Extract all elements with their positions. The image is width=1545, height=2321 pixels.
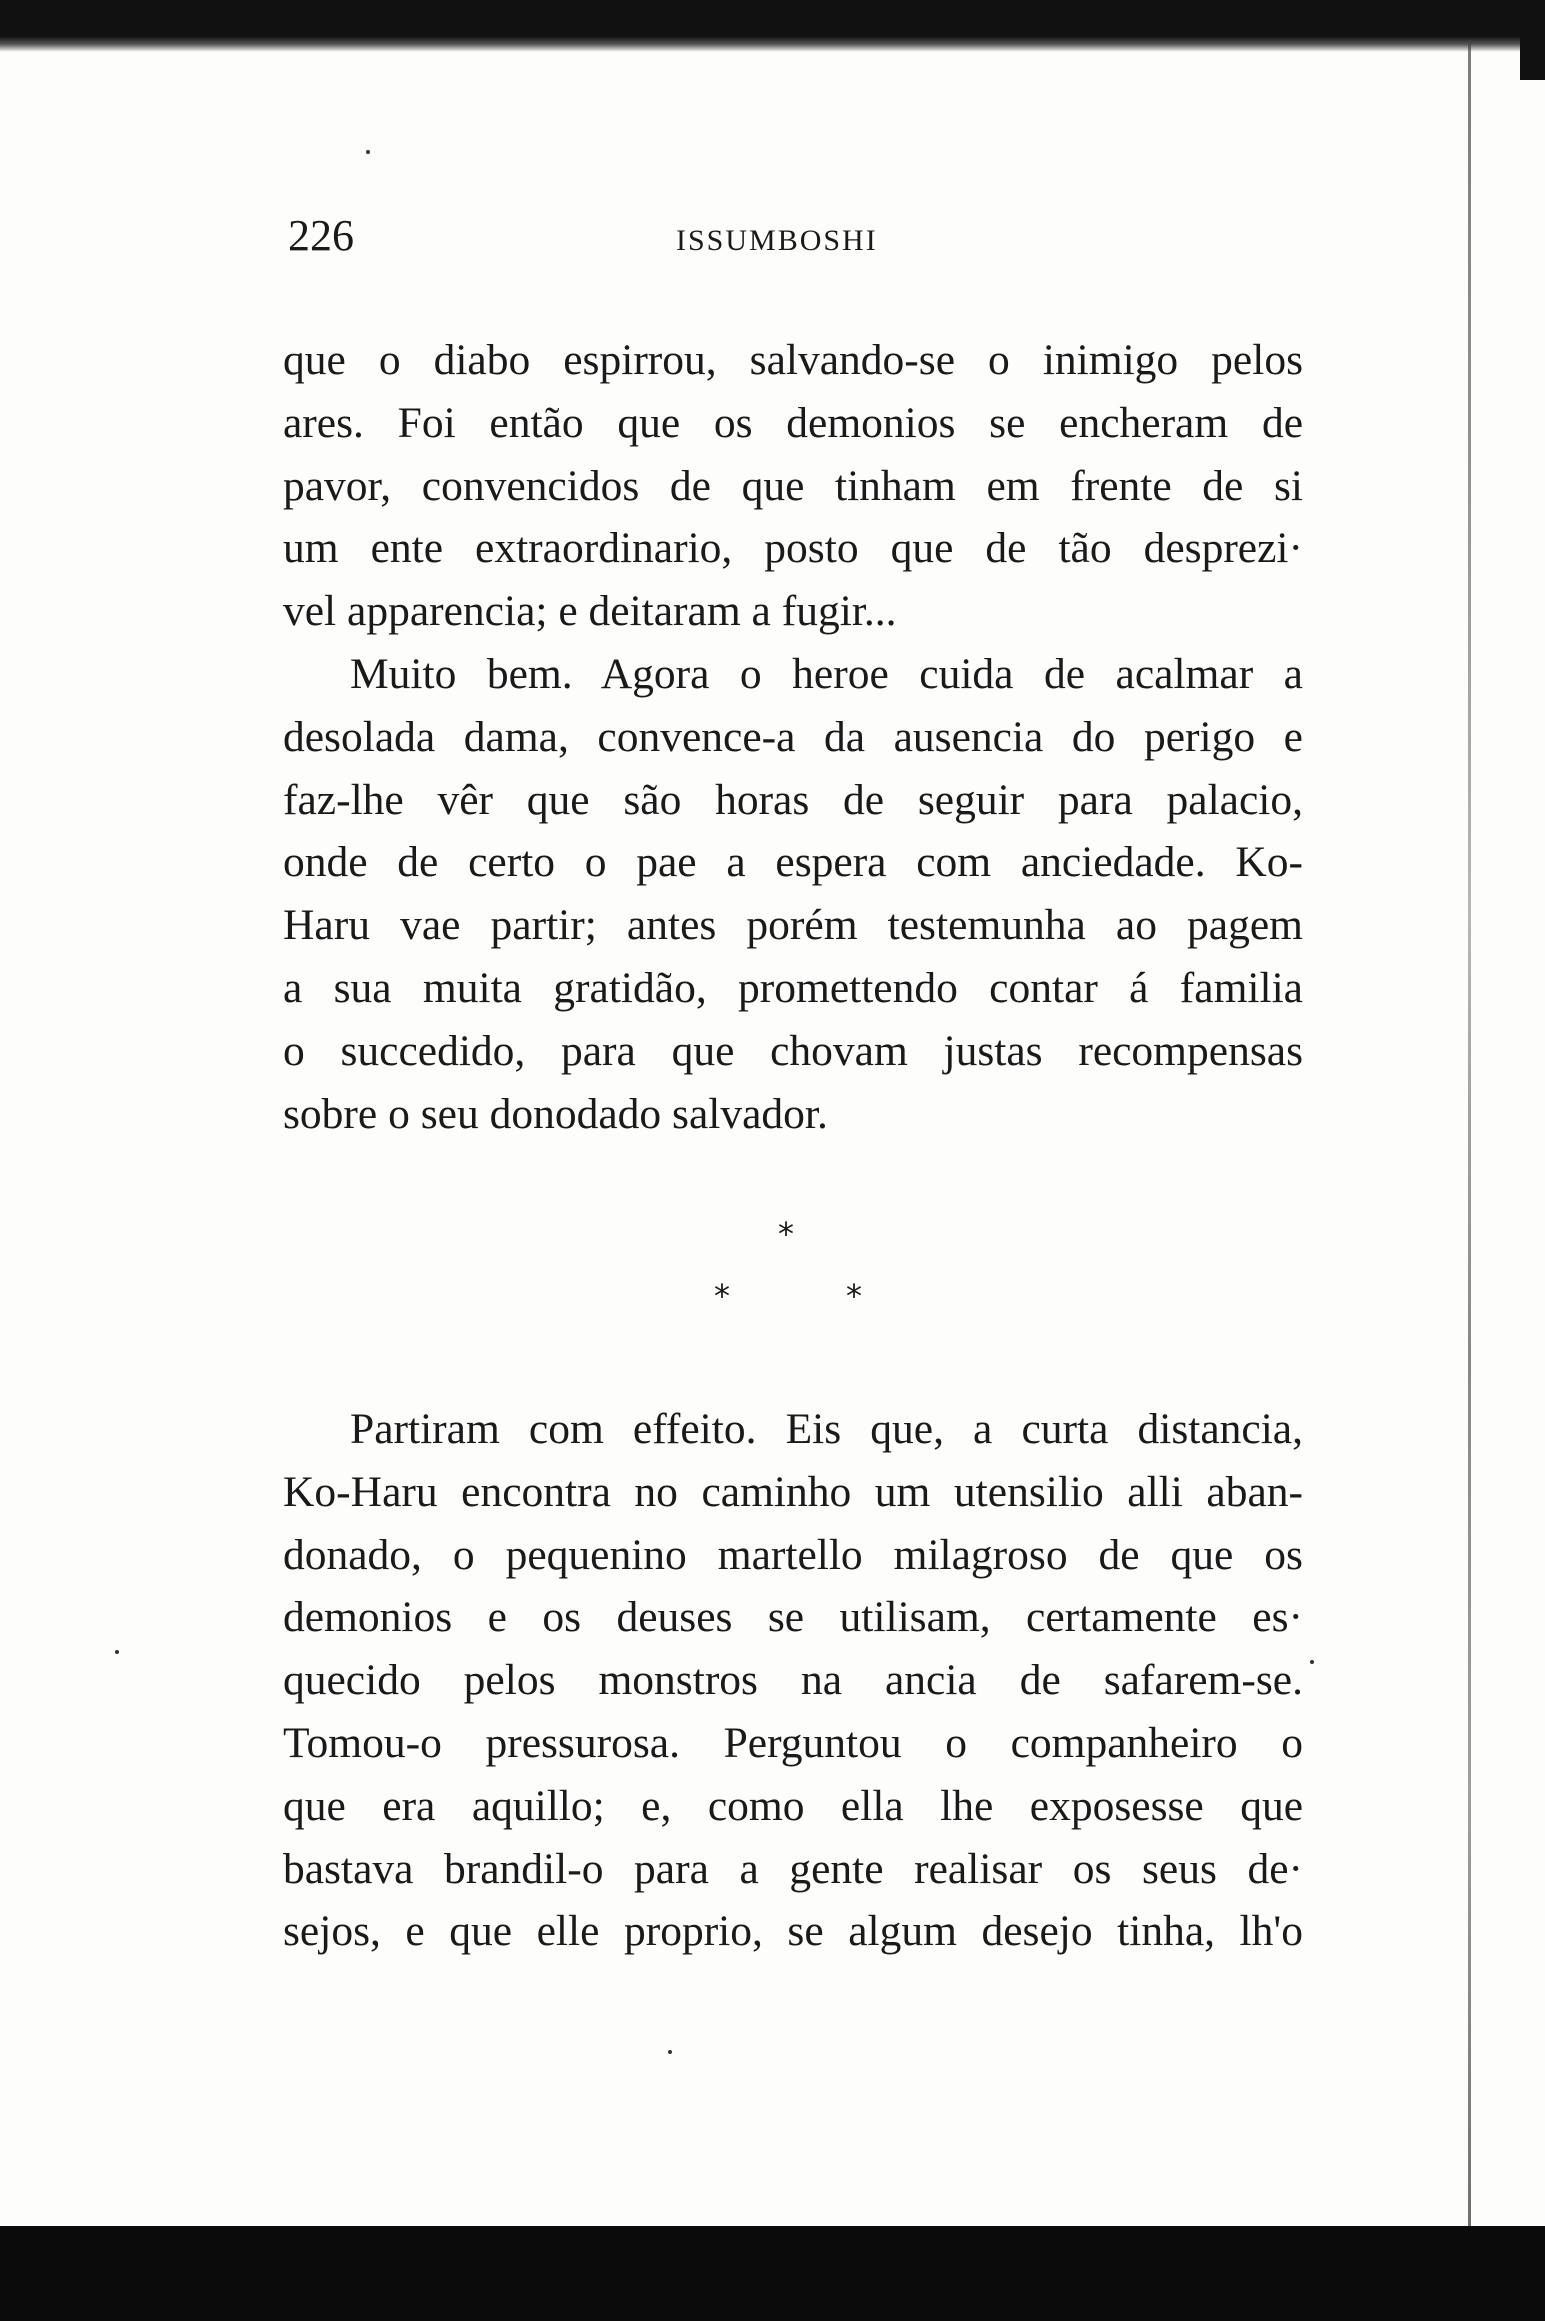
- text-line: pavor, convencidos de que tinham em frente de si: [283, 461, 1303, 510]
- text-line: faz-lhe vêr que são horas de seguir para palacio,: [283, 775, 1303, 824]
- text-line: ares. Foi então que os demonios se encheram de: [283, 398, 1303, 447]
- text-line: que era aquillo; e, como ella lhe exposesse que: [283, 1781, 1303, 1830]
- scan-edge-top: [0, 0, 1545, 52]
- text-line: sobre o seu donodado salvador.: [283, 1089, 828, 1138]
- text-line: donado, o pequenino martello milagroso de que os: [283, 1530, 1303, 1579]
- asterism-star: *: [778, 1215, 794, 1253]
- text-line: desolada dama, convence-a da ausencia do perigo e: [283, 712, 1303, 761]
- text-line: Haru vae partir; antes porém testemunha ao pagem: [283, 901, 1303, 950]
- text-line: vel apparencia; e deitaram a fugir...: [283, 587, 897, 636]
- text-line: Partiram com effeito. Eis que, a curta distancia,: [350, 1405, 1303, 1453]
- asterism-star: *: [714, 1277, 730, 1315]
- text-line: Ko-Haru encontra no caminho um utensilio alli aban-: [283, 1467, 1303, 1516]
- asterism-star: *: [846, 1277, 862, 1315]
- scan-edge-right: [1468, 40, 1471, 2230]
- text-line: que o diabo espirrou, salvando-se o inimigo pelos: [283, 336, 1303, 384]
- scan-speck: [668, 2050, 672, 2054]
- scan-speck: [366, 150, 370, 154]
- text-line: sejos, e que elle proprio, se algum desejo tinha, lh'o: [283, 1907, 1303, 1956]
- scan-corner: [1520, 0, 1545, 80]
- page-number: 226: [288, 211, 354, 260]
- text-line: o succedido, para que chovam justas recompensas: [283, 1026, 1303, 1075]
- scan-speck: [1310, 1660, 1314, 1664]
- text-line: bastava brandil-o para a gente realisar os seus de·: [283, 1844, 1303, 1893]
- text-line: Muito bem. Agora o heroe cuida de acalmar a: [350, 649, 1303, 698]
- scan-speck: [115, 1650, 119, 1654]
- text-line: demonios e os deuses se utilisam, certamente es·: [283, 1593, 1303, 1642]
- text-line: a sua muita gratidão, promettendo contar á familia: [283, 963, 1303, 1012]
- body-text: [283, 329, 1303, 1145]
- text-line: Tomou-o pressurosa. Perguntou o companheiro o: [283, 1718, 1303, 1767]
- body-text: [283, 1398, 1303, 1963]
- running-head: [0, 210, 1545, 270]
- section-separator: [0, 1215, 1545, 1335]
- text-line: onde de certo o pae a espera com anciedade. Ko-: [283, 838, 1303, 887]
- text-line: quecido pelos monstros na ancia de safarem-se.: [283, 1656, 1303, 1705]
- running-title: ISSUMBOSHI: [676, 224, 878, 257]
- scan-edge-bottom: [0, 2226, 1545, 2321]
- text-line: um ente extraordinario, posto que de tão desprezi·: [283, 524, 1303, 573]
